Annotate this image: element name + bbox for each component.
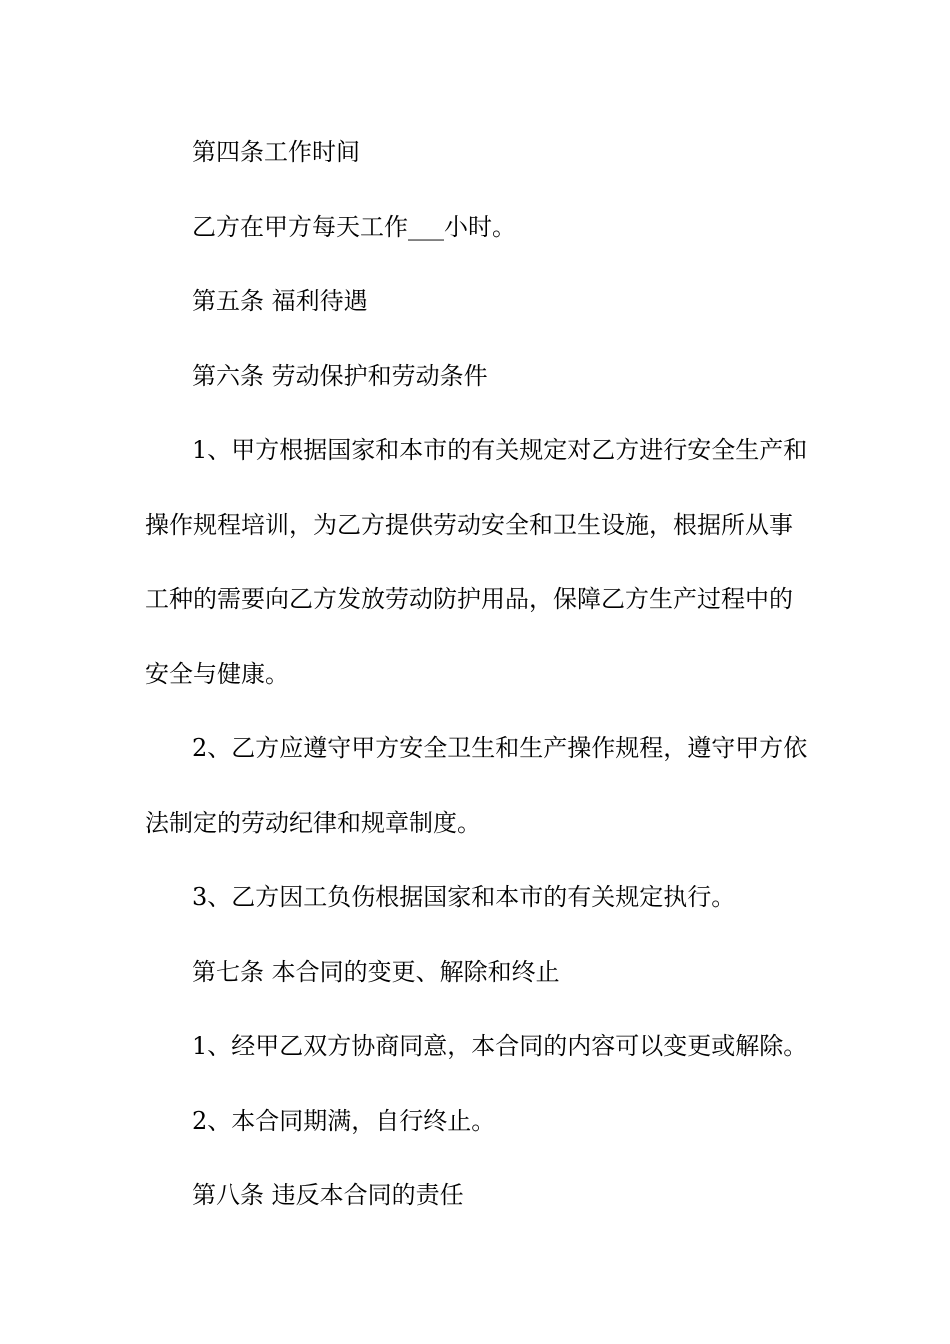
article-6-clause-1-line-2: 操作规程培训，为乙方提供劳动安全和卫生设施，根据所从事 [145,511,793,539]
article-6-clause-1-line-1: 1、甲方根据国家和本市的有关规定对乙方进行安全生产和 [192,436,808,464]
article-7-clause-1: 1、经甲乙双方协商同意，本合同的内容可以变更或解除。 [192,1032,808,1060]
work-hours-line: 乙方在甲方每天工作___小时。 [192,213,516,241]
article-6-clause-2-line-2: 法制定的劳动纪律和规章制度。 [145,809,481,837]
article-8-heading: 第八条 违反本合同的责任 [192,1181,464,1209]
article-7-clause-2: 2、本合同期满，自行终止。 [192,1107,496,1135]
article-6-clause-2-line-1: 2、乙方应遵守甲方安全卫生和生产操作规程，遵守甲方依 [192,734,808,762]
article-6-clause-3: 3、乙方因工负伤根据国家和本市的有关规定执行。 [192,883,736,911]
article-6-clause-1-line-3: 工种的需要向乙方发放劳动防护用品，保障乙方生产过程中的 [145,585,793,613]
article-5-heading: 第五条 福利待遇 [192,287,368,315]
article-4-heading: 第四条工作时间 [192,138,360,166]
article-6-heading: 第六条 劳动保护和劳动条件 [192,362,488,390]
article-7-heading: 第七条 本合同的变更、解除和终止 [192,958,560,986]
article-6-clause-1-line-4: 安全与健康。 [145,660,289,688]
